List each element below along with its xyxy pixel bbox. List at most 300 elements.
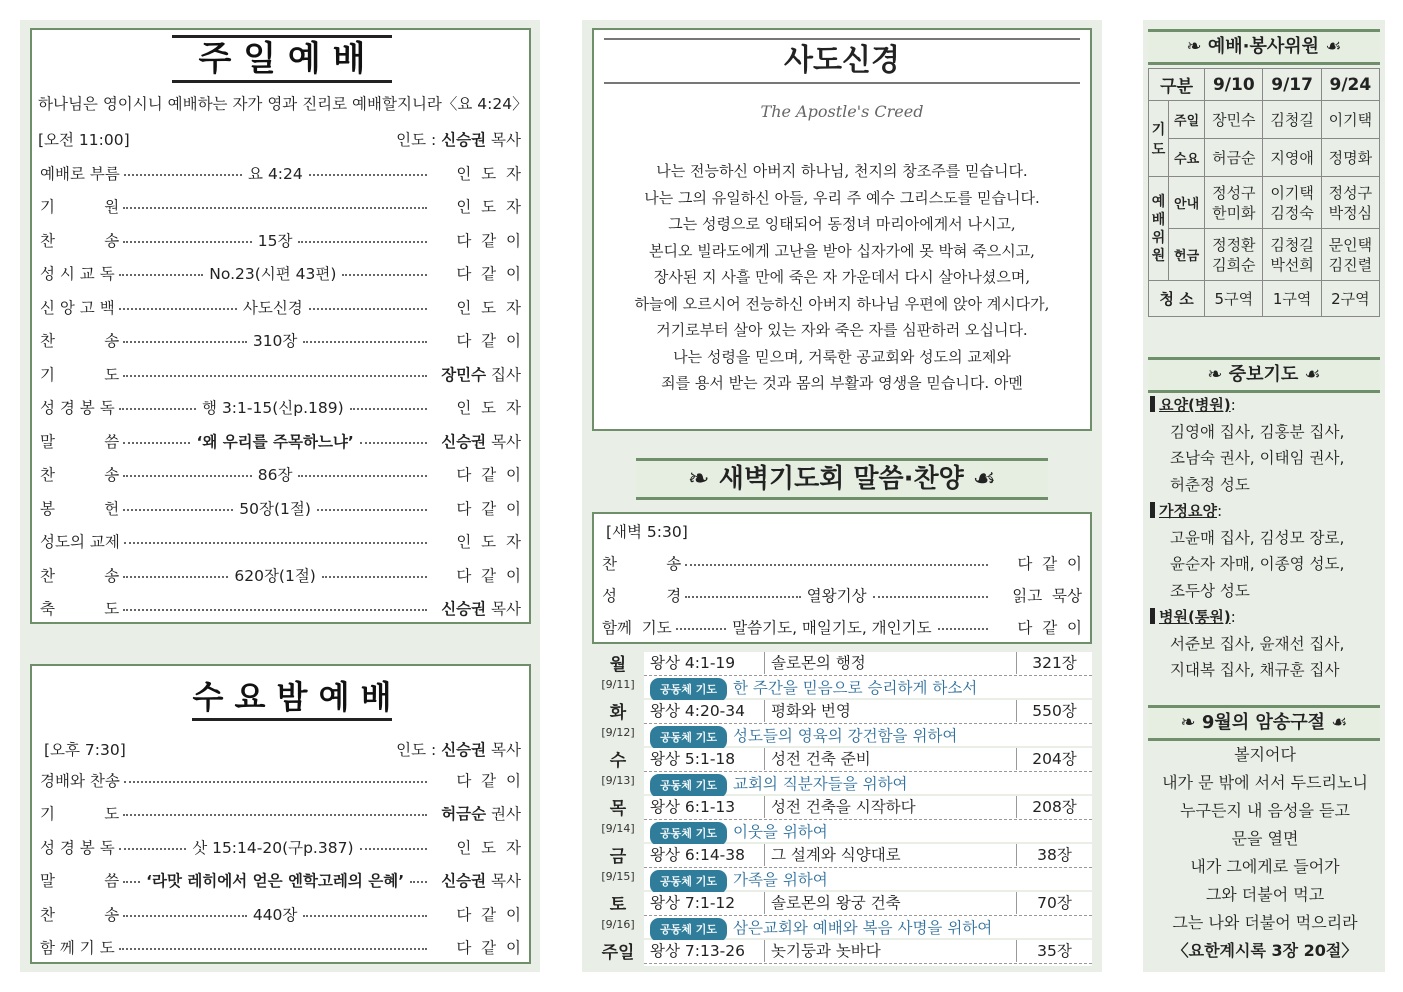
prayer-topic: 이웃을 위하여: [732, 823, 828, 841]
intercession-names: 조남숙 권사, 이태임 권사,: [1170, 449, 1345, 467]
prayer-row: [650, 773, 1092, 795]
leader-dots: [322, 576, 427, 578]
memory-reference: 〈요한계시록 3장 20절〉: [1172, 941, 1358, 960]
dawn-day-row: [592, 652, 1092, 698]
sub-label: 수요: [1169, 139, 1205, 177]
prayer-topic: 교회의 직분자들을 위하여: [732, 775, 908, 793]
order-item-person: [431, 869, 521, 891]
memory-title: ❧ 9월의 암송구절 ☙: [1148, 705, 1380, 741]
community-prayer-badge: 공동체 기도: [650, 678, 727, 702]
dawn-time: [새벽 5:30]: [606, 523, 688, 541]
order-item-person: 다 같 이: [1017, 618, 1083, 637]
leader-dots: [124, 542, 427, 544]
ornament-left-icon: ❧: [1207, 364, 1229, 385]
duty-cell: 정정환 김희순: [1205, 229, 1263, 281]
order-item: [40, 424, 521, 457]
day-date: [9/16]: [601, 918, 635, 931]
intercession-names: 허춘정 성도: [1170, 475, 1250, 494]
sub-label: 주일: [1169, 101, 1205, 139]
leader-dots: [685, 564, 988, 566]
sunday-verse: 하나님은 영이시니 예배하는 자가 영과 진리로 예배할지니라〈요 4:24〉: [38, 95, 528, 113]
dawn-order-box: [592, 512, 1092, 644]
order-item-person: 인 도 자: [456, 399, 521, 417]
order-item-label: 함 께 기 도: [40, 939, 115, 957]
order-item-label: 예배로 부름: [40, 164, 120, 183]
order-item-detail: 말씀기도, 매일기도, 개인기도: [732, 618, 932, 637]
creed-line: 그는 성령으로 잉태되어 동정녀 마리아에게서 나시고,: [668, 215, 1016, 233]
creed-title: 사도신경: [604, 38, 1080, 84]
group-title: 가정요양: [1159, 502, 1217, 520]
order-item-detail: 50장(1절): [239, 499, 311, 518]
creed-line: 본디오 빌라도에게 고난을 받아 십자가에 못 박혀 죽으시고,: [649, 241, 1035, 260]
colon: :: [1230, 396, 1236, 414]
intercession-names: 서준보 집사, 윤재선 집사,: [1170, 634, 1345, 653]
order-item-label: 성도의 교제: [40, 533, 120, 551]
dawn-day-row: [592, 892, 1092, 938]
leader-dots: [873, 596, 988, 598]
intercession-names: 고윤매 집사, 김성모 장로,: [1170, 528, 1345, 547]
wednesday-worship-box: [30, 664, 531, 964]
leader-dots: [119, 948, 427, 950]
dawn-day-row: [592, 844, 1092, 890]
order-item-detail: ‘왜 우리를 주목하느냐’: [196, 432, 354, 451]
day-cell: [592, 940, 644, 966]
prayer-row: [650, 917, 1092, 939]
intercession-group-head: [1150, 604, 1380, 631]
leader-dots: [123, 475, 252, 477]
leader-dots: [938, 628, 988, 630]
person-title: 목사: [486, 600, 521, 618]
sunday-title: 주 일 예 배: [172, 35, 392, 83]
order-item: [40, 257, 521, 290]
reading-topic: 성전 건축 준비: [764, 748, 871, 770]
leader-dots: [123, 509, 233, 511]
dawn-day-row: [592, 940, 1092, 966]
intercession-list: [1150, 392, 1380, 684]
order-item-label: 축 도: [40, 600, 120, 618]
leader-dots: [123, 207, 427, 209]
dawn-day-row: [592, 796, 1092, 842]
committee-table: [1148, 68, 1380, 317]
reading-topic: 평화와 번영: [764, 700, 851, 722]
order-item: [40, 491, 521, 524]
memory-line: 누구든지 내 음성을 듣고: [1180, 801, 1350, 820]
order-item-detail: 620장(1절): [234, 566, 316, 585]
order-item-person: 다 같 이: [456, 499, 522, 518]
day-name: 금: [609, 847, 627, 867]
order-item-person: 다 같 이: [1017, 554, 1082, 573]
creed-line: 죄를 용서 받는 것과 몸의 부활과 영생을 믿습니다. 아멘: [661, 374, 1023, 392]
prayer-topic: 삼은교회와 예배와 복음 사명을 위하여: [732, 919, 993, 937]
order-item: [40, 897, 521, 930]
order-item: [40, 190, 521, 223]
leader-dots: [303, 341, 427, 343]
reading-row: [644, 796, 1092, 820]
duty-cell: 지영애: [1263, 139, 1321, 177]
order-item: [602, 610, 1082, 643]
duty-cell: 허금순: [1205, 139, 1263, 177]
committee-title: ❧ 예배·봉사위원 ☙: [1148, 29, 1380, 65]
leader-dots: [123, 341, 247, 343]
reading-row: [644, 652, 1092, 676]
colon: :: [1216, 502, 1223, 520]
ornament-right-icon: ☙: [963, 464, 997, 494]
order-item-label: 기 원: [40, 198, 120, 216]
intercession-names: 윤순자 자매, 이종영 성도,: [1170, 555, 1345, 573]
day-date: [9/14]: [601, 822, 635, 835]
duty-cell: 장민수: [1205, 101, 1263, 139]
duty-cell: 이기택 김정숙: [1263, 177, 1321, 229]
order-item: [40, 391, 521, 424]
order-item: [40, 458, 521, 491]
order-item: [40, 797, 521, 830]
order-item-label: 말 씀: [40, 872, 120, 890]
leader-dots: [124, 781, 427, 783]
order-item-label: 성 경 봉 독: [40, 399, 115, 417]
reading-topic: 솔로몬의 행정: [764, 652, 866, 674]
day-name: 목: [609, 799, 627, 819]
creed-line: 장사된 지 사흘 만에 죽은 자 가운데서 다시 살아나셨으며,: [653, 268, 1031, 286]
intercession-title: ❧ 중보기도 ☙: [1148, 357, 1380, 393]
duty-cell: 김청길: [1263, 101, 1321, 139]
day-date: [9/13]: [601, 774, 635, 787]
order-item: [40, 223, 521, 256]
day-name: 토: [609, 895, 627, 915]
leader-dots: [350, 408, 427, 410]
person-title: 집사: [486, 365, 521, 384]
order-item-person: 읽고 묵상: [1012, 586, 1082, 605]
ornament-left-icon: ❧: [687, 464, 719, 494]
order-item: [602, 578, 1082, 611]
sunday-time-row: [38, 128, 521, 150]
prayer-row: [650, 821, 1092, 843]
creed-text: [594, 158, 1090, 397]
order-item: [40, 156, 521, 189]
sunday-leader: 인도 : 신승권 목사: [396, 131, 521, 149]
intercession-names: 조두상 성도: [1170, 581, 1250, 600]
intercession-names: 지대복 집사, 채규훈 집사: [1170, 661, 1340, 679]
creed-line: 나는 성령을 믿으며, 거룩한 공교회와 성도의 교제와: [673, 347, 1011, 366]
order-item-person: 다 같 이: [456, 466, 522, 484]
ornament-right-icon: ☙: [1298, 364, 1321, 385]
order-item-person: 다 같 이: [456, 566, 521, 585]
community-prayer-badge: 공동체 기도: [650, 774, 727, 798]
day-name: 월: [609, 655, 627, 675]
sunday-time: [오전 11:00]: [38, 131, 130, 149]
day-cell: [592, 892, 644, 938]
memory-line: 내가 문 밖에 서서 두드리노니: [1162, 773, 1368, 792]
sub-label: 안내: [1169, 177, 1205, 229]
order-item-person: 인 도 자: [456, 164, 522, 183]
creed-box: [592, 28, 1092, 431]
order-item-person: 다 같 이: [456, 231, 522, 250]
duty-cell: 2구역: [1321, 281, 1379, 317]
community-prayer-badge: 공동체 기도: [650, 870, 727, 894]
dawn-day-row: [592, 748, 1092, 794]
square-bullet-icon: [1150, 396, 1155, 412]
order-item-person: [431, 363, 521, 385]
hymn-number: 321장: [1016, 652, 1092, 674]
leader-dots: [309, 174, 427, 176]
prayer-topic: 한 주간을 믿음으로 승리하게 하소서: [732, 679, 978, 697]
day-cell: [592, 844, 644, 890]
order-item: [40, 525, 521, 558]
intercession-group-head: [1150, 498, 1380, 525]
header-cell: 9/24: [1321, 69, 1379, 101]
leader-dots: [124, 174, 242, 176]
leader-dots: [123, 814, 427, 816]
scripture-ref: 왕상 5:1-18: [650, 750, 736, 768]
order-item-detail: 440장: [252, 905, 298, 924]
order-item-person: 다 같 이: [456, 939, 521, 957]
duty-cell: 문인택 김진렬: [1321, 229, 1379, 281]
day-name: 수: [609, 751, 627, 771]
hymn-number: 35장: [1016, 940, 1092, 962]
duty-cell: 5구역: [1205, 281, 1263, 317]
scripture-ref: 왕상 4:1-19: [650, 654, 736, 672]
day-name: 주일: [601, 943, 635, 963]
day-cell: [592, 796, 644, 842]
order-item-person: 다 같 이: [456, 771, 521, 790]
prayer-topic: 가족을 위하여: [732, 871, 828, 889]
order-item-detail: No.23(시편 43편): [209, 265, 337, 283]
community-prayer-badge: 공동체 기도: [650, 726, 727, 750]
leader-dots: [360, 442, 427, 444]
ornament-left-icon: ❧: [1186, 36, 1208, 57]
scripture-ref: 왕상 6:14-38: [650, 846, 745, 864]
wednesday-time-row: [44, 738, 521, 760]
order-item-label: 신 앙 고 백: [40, 298, 115, 317]
day-cell: [592, 652, 644, 698]
duty-cell: 이기택: [1321, 101, 1379, 139]
order-item-label: 찬 송: [40, 231, 120, 250]
leader-dots: [303, 915, 427, 917]
order-item-detail: 행 3:1-15(신p.189): [202, 399, 344, 417]
memory-line: 볼지어다: [1234, 745, 1296, 764]
creed-subtitle: The Apostle's Creed: [760, 102, 924, 121]
person-name: 신승권: [441, 432, 487, 451]
prayer-row: [650, 725, 1092, 747]
duty-cell: 정성구 한미화: [1205, 177, 1263, 229]
ornament-left-icon: ❧: [1180, 712, 1202, 733]
day-date: [9/15]: [601, 870, 635, 883]
order-item-label: 찬 송: [40, 332, 120, 350]
order-item: [40, 864, 521, 897]
reading-topic: 놋기둥과 놋바다: [764, 940, 881, 962]
header-cell: 9/17: [1263, 69, 1321, 101]
order-item-person: [431, 597, 521, 619]
prayer-row: [650, 869, 1092, 891]
order-item-person: 다 같 이: [456, 332, 521, 350]
scripture-ref: 왕상 4:20-34: [650, 702, 745, 720]
order-item-label: 말 씀: [40, 432, 120, 451]
header-cell: 구분: [1149, 69, 1205, 101]
day-date: [9/12]: [601, 726, 635, 739]
duty-cell: 1구역: [1263, 281, 1321, 317]
duty-cell: 김청길 박선희: [1263, 229, 1321, 281]
memory-line: 그와 더불어 먹고: [1205, 885, 1325, 904]
ornament-right-icon: ☙: [1319, 36, 1342, 57]
dawn-day-row: [592, 700, 1092, 746]
wednesday-time: [오후 7:30]: [44, 741, 126, 759]
order-item-label: 성 경: [602, 586, 682, 605]
order-item-person: [431, 802, 521, 824]
hymn-number: 550장: [1016, 700, 1092, 722]
order-item-label: 성 경 봉 독: [40, 838, 115, 857]
leader-dots: [123, 881, 140, 883]
order-item-label: 찬 송: [40, 566, 120, 585]
order-item: [602, 546, 1082, 579]
leader-dots: [123, 442, 190, 444]
creed-line: 거기로부터 살아 있는 자와 죽은 자를 심판하러 오십니다.: [656, 321, 1028, 339]
order-item-detail: ‘라맛 레히에서 얻은 엔학고레의 은혜’: [146, 872, 405, 890]
prayer-topic: 성도들의 영육의 강건함을 위하여: [732, 727, 958, 745]
order-item-label: 성 시 교 독: [40, 265, 115, 283]
order-item: [40, 931, 521, 964]
leader-dots: [410, 881, 427, 883]
order-item-label: 기 도: [40, 365, 120, 384]
order-item-label: 기 도: [40, 805, 120, 823]
order-item-label: 함께 기도: [602, 618, 672, 637]
square-bullet-icon: [1150, 608, 1155, 624]
order-item: [40, 763, 521, 796]
order-item: [40, 558, 521, 591]
order-item-detail: 삿 15:14-20(구p.387): [192, 838, 354, 857]
sunday-worship-box: [30, 28, 531, 624]
leader-dots: [123, 375, 427, 377]
scripture-ref: 왕상 7:1-12: [650, 894, 736, 912]
order-item-label: 봉 헌: [40, 499, 120, 518]
colon: :: [1230, 608, 1236, 626]
leader-dots: [123, 609, 427, 611]
reading-topic: 성전 건축을 시작하다: [764, 796, 916, 818]
order-item-detail: 열왕기상: [806, 586, 867, 605]
intercession-group-head: [1150, 392, 1380, 419]
reading-row: [644, 700, 1092, 724]
duty-cell: 정성구 박정심: [1321, 177, 1379, 229]
day-cell: [592, 700, 644, 746]
day-date: [9/11]: [601, 678, 635, 691]
hymn-number: 208장: [1016, 796, 1092, 818]
reading-topic: 솔로몬의 왕궁 건축: [764, 892, 901, 914]
leader-dots: [119, 274, 204, 276]
leader-dots: [309, 308, 427, 310]
hymn-number: 70장: [1016, 892, 1092, 914]
leader-dots: [298, 475, 427, 477]
leader-dots: [317, 509, 427, 511]
reading-row: [644, 940, 1092, 964]
scripture-ref: 왕상 6:1-13: [650, 798, 736, 816]
duty-cell: 정명화: [1321, 139, 1379, 177]
leader-dots: [119, 408, 196, 410]
order-item-detail: 사도신경: [242, 298, 303, 317]
order-item-label: 찬 송: [40, 466, 120, 484]
person-name: 신승권: [441, 600, 487, 618]
order-item: [40, 830, 521, 863]
creed-line: 하늘에 오르시어 전능하신 아버지 하나님 우편에 앉아 계시다가,: [634, 294, 1050, 313]
reading-row: [644, 748, 1092, 772]
reading-row: [644, 892, 1092, 916]
order-item: [40, 290, 521, 323]
person-name: 장민수: [441, 365, 487, 384]
hymn-number: 204장: [1016, 748, 1092, 770]
order-item-person: 인 도 자: [456, 838, 521, 857]
person-name: 허금순: [441, 805, 487, 823]
hymn-number: 38장: [1016, 844, 1092, 866]
order-item-person: [431, 430, 521, 452]
leader-dots: [298, 241, 427, 243]
creed-line: 나는 전능하신 아버지 하나님, 천지의 창조주를 믿습니다.: [656, 162, 1028, 180]
wednesday-title: 수 요 밤 예 배: [192, 676, 392, 721]
reading-row: [644, 844, 1092, 868]
order-item: [40, 357, 521, 390]
leader-dots: [123, 576, 228, 578]
order-item-detail: 요 4:24: [248, 164, 303, 183]
order-item-person: 인 도 자: [456, 298, 521, 317]
order-item-person: 다 같 이: [456, 905, 521, 924]
person-name: 신승권: [441, 872, 487, 890]
memory-verse: [1146, 741, 1384, 965]
community-prayer-badge: 공동체 기도: [650, 822, 727, 846]
memory-line: 문을 열면: [1231, 829, 1299, 848]
day-name: 화: [609, 703, 627, 723]
square-bullet-icon: [1150, 502, 1155, 518]
header-cell: 9/10: [1205, 69, 1263, 101]
memory-line: 내가 그에게로 들어가: [1190, 857, 1340, 876]
prayer-row: [650, 677, 1092, 699]
ornament-right-icon: ☙: [1325, 712, 1348, 733]
leader-dots: [123, 915, 247, 917]
group-label-worship: 예 배 위 원: [1149, 177, 1169, 281]
group-title: 요양(병원): [1159, 396, 1231, 414]
order-item-detail: 15장: [257, 231, 293, 250]
leader-dots: [119, 308, 237, 310]
clean-label: 청 소: [1149, 281, 1205, 317]
leader-dots: [676, 628, 726, 630]
leader-dots: [119, 848, 187, 850]
community-prayer-badge: 공동체 기도: [650, 918, 727, 942]
reading-topic: 그 설계와 식양대로: [764, 844, 901, 866]
order-item-label: 경배와 찬송: [40, 771, 120, 790]
creed-line: 나는 그의 유일하신 아들, 우리 주 예수 그리스도를 믿습니다.: [644, 188, 1040, 207]
order-item: [40, 592, 521, 625]
memory-line: 그는 나와 더불어 먹으리라: [1172, 913, 1358, 932]
order-item-person: 인 도 자: [456, 198, 521, 216]
leader-dots: [685, 596, 800, 598]
day-cell: [592, 748, 644, 794]
leader-dots: [360, 848, 428, 850]
scripture-ref: 왕상 7:13-26: [650, 942, 745, 960]
order-item-detail: 86장: [257, 466, 293, 484]
leader-dots: [123, 241, 252, 243]
person-title: 권사: [486, 805, 521, 823]
order-item-person: 인 도 자: [456, 533, 521, 551]
sub-label: 헌금: [1169, 229, 1205, 281]
wednesday-leader: 인도 : 신승권 목사: [396, 741, 521, 759]
order-item-label: 찬 송: [602, 554, 682, 573]
person-title: 목사: [486, 872, 521, 890]
leader-dots: [342, 274, 427, 276]
order-item-label: 찬 송: [40, 905, 120, 924]
group-label-prayer: 기 도: [1149, 101, 1169, 177]
person-title: 목사: [486, 432, 522, 451]
intercession-names: 김영애 집사, 김홍분 집사,: [1170, 422, 1345, 441]
order-item: [40, 324, 521, 357]
order-item-detail: 310장: [252, 332, 298, 350]
group-title: 병원(통원): [1159, 608, 1231, 626]
order-item-person: 다 같 이: [456, 265, 521, 283]
dawn-title: ❧ 새벽기도회 말씀·찬양 ☙: [636, 458, 1048, 500]
